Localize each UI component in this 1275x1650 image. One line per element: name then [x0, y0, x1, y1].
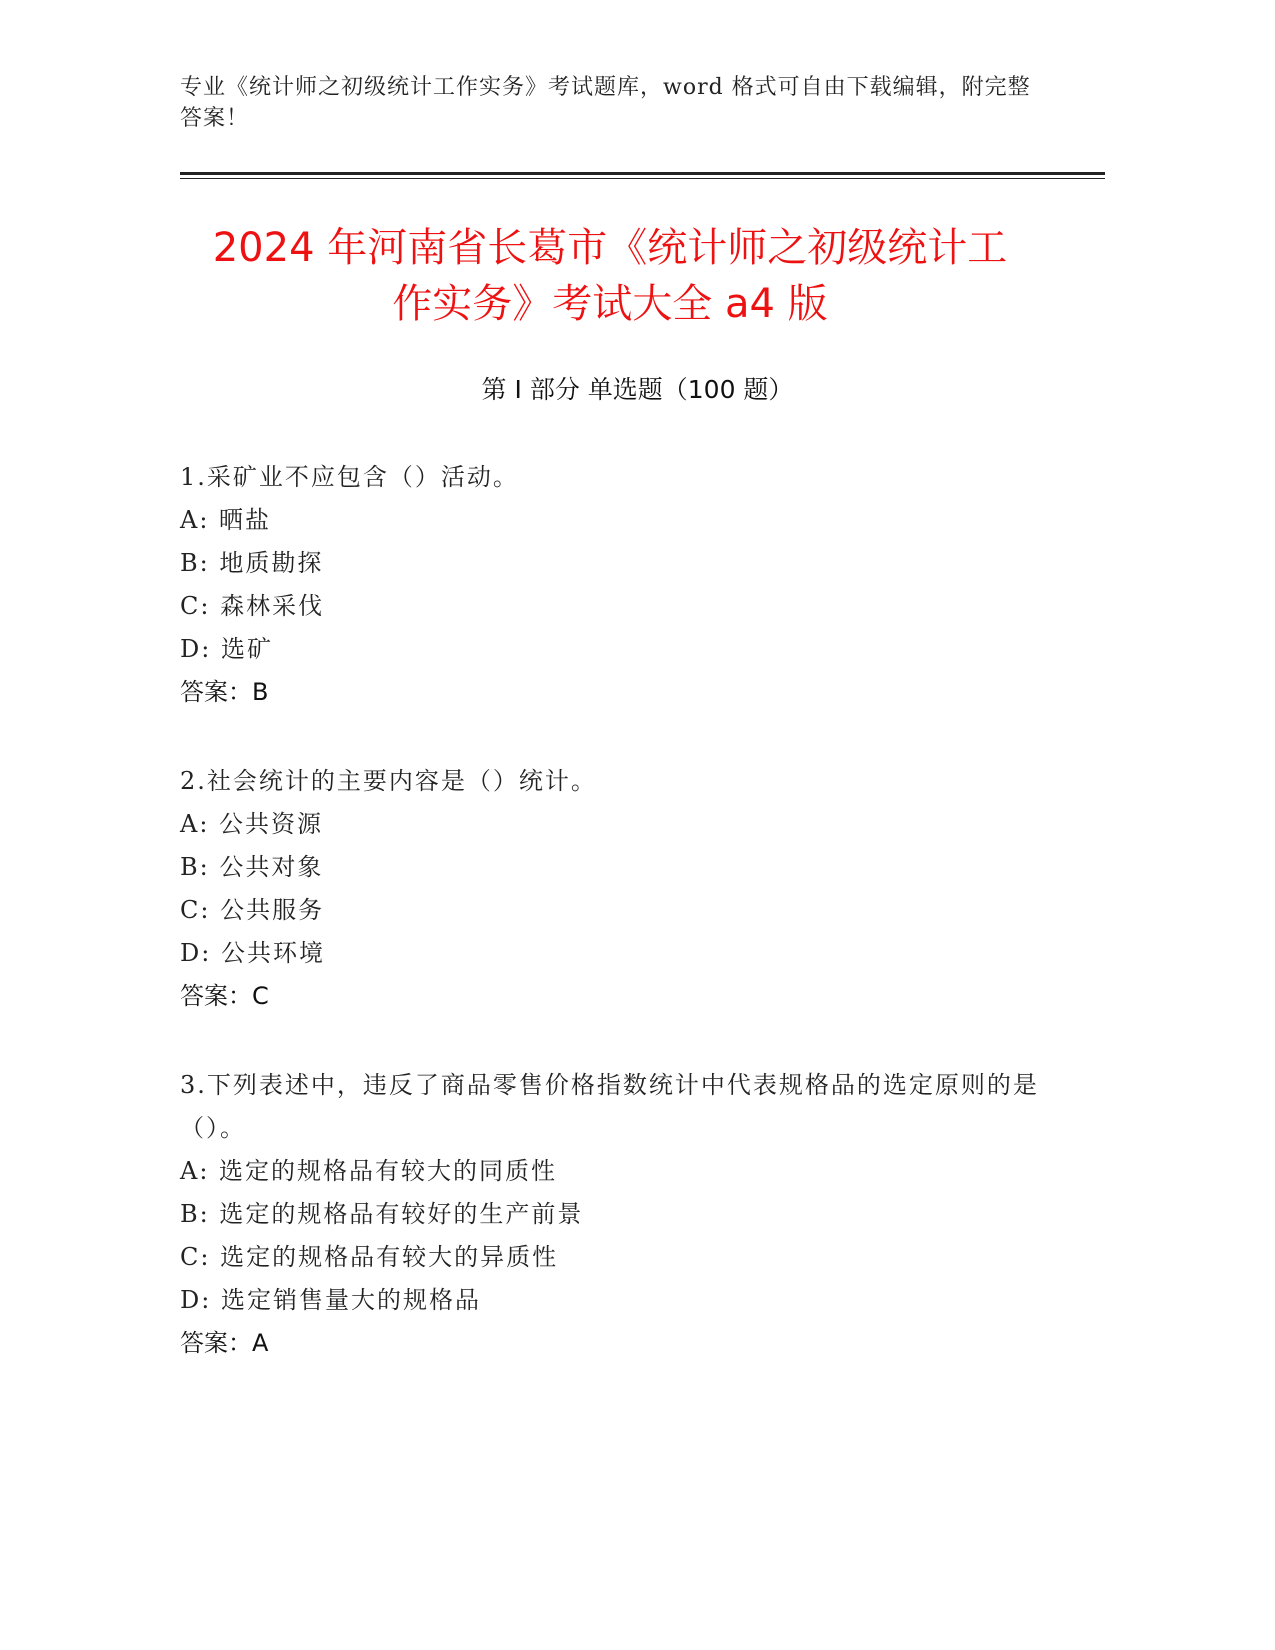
option-c: C: 森林采伐: [180, 592, 325, 620]
question-item: [180, 760, 1060, 1018]
answer: 答案：C: [180, 982, 269, 1010]
question-stem: 3.下列表述中，违反了商品零售价格指数统计中代表规格品的选定原则的是（）。: [180, 1071, 1039, 1142]
option-c: C: 选定的规格品有较大的异质性: [180, 1243, 559, 1271]
option-a: A: 晒盐: [180, 506, 272, 534]
option-d: D: 选矿: [180, 635, 273, 663]
question-stem: 1.采矿业不应包含（）活动。: [180, 463, 519, 491]
option-b: B: 公共对象: [180, 853, 324, 881]
option-b: B: 地质勘探: [180, 549, 324, 577]
section-title: 第 I 部分 单选题（100 题）: [481, 375, 794, 404]
header-note: 专业《统计师之初级统计工作实务》考试题库，word 格式可自由下载编辑，附完整答案！: [180, 75, 1031, 131]
question-item: [180, 1064, 1060, 1365]
option-c: C: 公共服务: [180, 896, 325, 924]
document-title-line2: 作实务》考试大全 a4 版: [392, 281, 828, 327]
option-b: B: 选定的规格品有较好的生产前景: [180, 1200, 584, 1228]
document-title: [130, 220, 1090, 332]
answer: 答案：B: [180, 678, 269, 706]
option-a: A: 公共资源: [180, 810, 324, 838]
question-item: [180, 456, 1060, 714]
document-title-line1: 2024 年河南省长葛市《统计师之初级统计工: [212, 225, 1008, 271]
option-d: D: 选定销售量大的规格品: [180, 1286, 481, 1314]
option-d: D: 公共环境: [180, 939, 325, 967]
header-divider-thick: [180, 172, 1105, 175]
answer: 答案：A: [180, 1329, 269, 1357]
header-divider-thin: [180, 178, 1105, 179]
question-list: [180, 456, 1060, 1411]
question-stem: 2.社会统计的主要内容是（）统计。: [180, 767, 597, 795]
option-a: A: 选定的规格品有较大的同质性: [180, 1157, 558, 1185]
